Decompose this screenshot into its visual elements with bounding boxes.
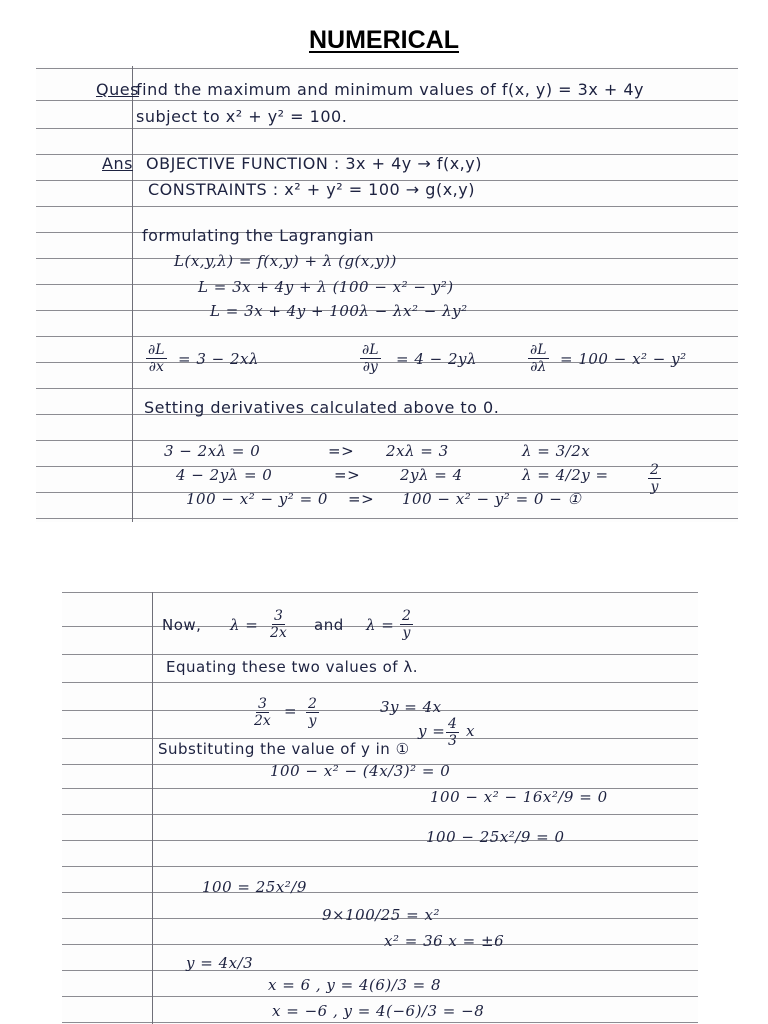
lagrangian-heading: formulating the Lagrangian (142, 226, 375, 245)
eq2-right: λ = 4/2y = (522, 466, 609, 484)
lambda-eq-1: λ = (230, 616, 259, 634)
implies-arrow: => (348, 490, 375, 508)
lagrangian-eq-3: L = 3x + 4y + 100λ − λx² − λy² (210, 302, 468, 320)
eqC: 3y = 4x (380, 698, 442, 716)
solution-negative: x = −6 , y = 4(−6)/3 = −8 (272, 1002, 485, 1020)
now-text: Now, (162, 616, 202, 634)
eqA-fraction: $\frac{3}{2x}$ (254, 696, 271, 729)
substituting-text: Substituting the value of y in ① (158, 740, 410, 758)
implies-arrow: => (334, 466, 361, 484)
partial-l-y-rhs: = 4 − 2yλ (396, 350, 478, 368)
eq1-left: 3 − 2xλ = 0 (164, 442, 261, 460)
implies-arrow: => (328, 442, 355, 460)
question-label: Ques (96, 80, 139, 99)
document-title: NUMERICAL (309, 26, 459, 54)
and-text: and (314, 616, 344, 634)
sub-step-5: 9×100/25 = x² (322, 906, 440, 924)
eq1-right: λ = 3/2x (522, 442, 591, 460)
notebook-page-1 (36, 66, 738, 522)
eq1-mid: 2xλ = 3 (386, 442, 449, 460)
setting-derivatives: Setting derivatives calculated above to 0. (144, 398, 500, 417)
eq2-fraction: $\frac{2}{y}$ (650, 462, 659, 495)
eq2-mid: 2yλ = 4 (400, 466, 463, 484)
eq2-left: 4 − 2yλ = 0 (176, 466, 273, 484)
eqD: y = (418, 722, 446, 740)
answer-label: Ans (102, 154, 133, 173)
notebook-page-2 (62, 592, 698, 1024)
eqD-fraction: $\frac{4}{3}$ (448, 716, 457, 749)
lagrangian-eq-1: L(x,y,λ) = f(x,y) + λ (g(x,y)) (174, 252, 397, 270)
sub-step-1: 100 − x² − (4x/3)² = 0 (270, 762, 451, 780)
eqB-fraction: $\frac{2}{y}$ (308, 696, 317, 729)
sub-step-3: 100 − 25x²/9 = 0 (426, 828, 565, 846)
partial-l-x: $\frac{\partial L}{\partial x}$ (148, 342, 165, 375)
sub-step-7: y = 4x/3 (186, 954, 254, 972)
eq3-left: 100 − x² − y² = 0 (186, 490, 328, 508)
question-text-cont: subject to x² + y² = 100. (136, 107, 348, 126)
eqD-x: x (466, 722, 475, 740)
partial-l-lambda: $\frac{\partial L}{\partial\lambda}$ (530, 342, 547, 375)
lambda-eq-1-fraction: $\frac{3}{2x}$ (270, 608, 287, 641)
equating-text: Equating these two values of λ. (166, 658, 418, 676)
partial-l-x-rhs: = 3 − 2xλ (178, 350, 259, 368)
lambda-eq-2: λ = (366, 616, 395, 634)
sub-step-6: x² = 36 x = ±6 (384, 932, 505, 950)
solution-positive: x = 6 , y = 4(6)/3 = 8 (268, 976, 442, 994)
question-text: find the maximum and minimum values of f(x, y) = 3x + 4y (136, 80, 645, 99)
partial-l-lambda-rhs: = 100 − x² − y² (560, 350, 687, 368)
sub-step-2: 100 − x² − 16x²/9 = 0 (430, 788, 608, 806)
constraints: CONSTRAINTS : x² + y² = 100 → g(x,y) (148, 180, 475, 199)
eq3-right: 100 − x² − y² = 0 − ① (402, 490, 582, 508)
equals-sign: = (284, 702, 298, 720)
sub-step-4: 100 = 25x²/9 (202, 878, 307, 896)
partial-l-y: $\frac{\partial L}{\partial y}$ (362, 342, 379, 375)
lambda-eq-2-fraction: $\frac{2}{y}$ (402, 608, 411, 641)
lagrangian-eq-2: L = 3x + 4y + λ (100 − x² − y²) (198, 278, 454, 296)
objective-function: OBJECTIVE FUNCTION : 3x + 4y → f(x,y) (146, 154, 482, 173)
